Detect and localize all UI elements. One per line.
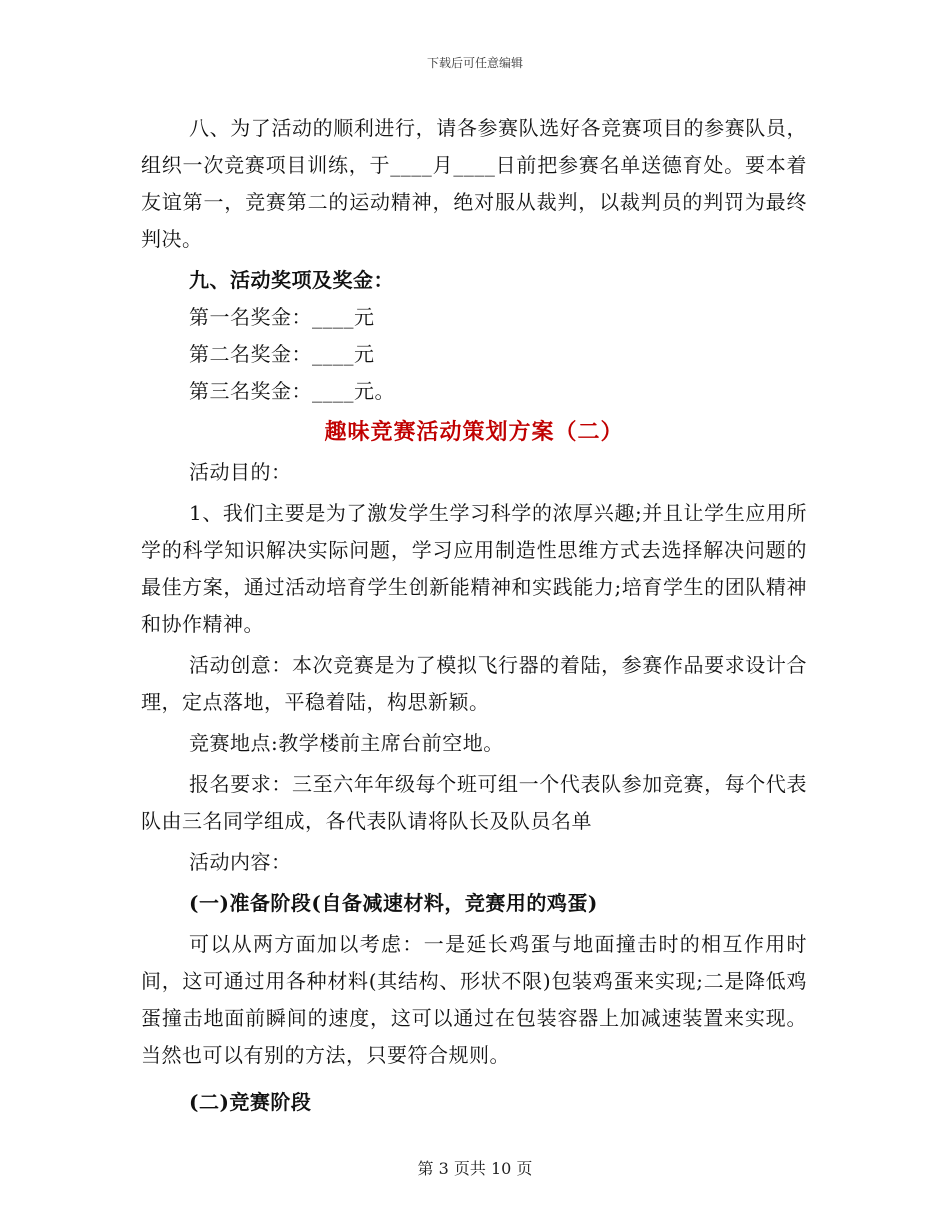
- stage-two-heading: (二)竞赛阶段: [189, 1090, 312, 1114]
- prize-first: 第一名奖金：____元: [189, 305, 375, 329]
- stage-one-text: 可以从两方面加以考虑：一是延长鸡蛋与地面撞击时的相互作用时间，这可通过用各种材料(其结构、形状不限)包装鸡蛋来实现;二是降低鸡蛋撞击地面前瞬间的速度，这可以通过在包装容器上加减速装置来实现。当然也可以有别的方法，只要符合规则。: [141, 932, 807, 1067]
- document-body: [141, 110, 807, 1121]
- prize-second: 第二名奖金：____元: [189, 342, 375, 366]
- section-title: 趣味竞赛活动策划方案（二）: [324, 419, 624, 445]
- stage-one-heading: (一)准备阶段(自备减速材料，竞赛用的鸡蛋): [189, 891, 598, 915]
- page-footer: 第 3 页共 10 页: [417, 1159, 533, 1178]
- idea-paragraph: 活动创意：本次竞赛是为了模拟飞行器的着陆，参赛作品要求设计合理，定点落地，平稳着陆，构思新颖。: [141, 653, 807, 714]
- paragraph-eight: 八、为了活动的顺利进行，请各参赛队选好各竞赛项目的参赛队员，组织一次竞赛项目训练，于____月____日前把参赛名单送德育处。要本着友谊第一，竞赛第二的运动精神，绝对服从裁判，以裁判员的判罚为最终判决。: [141, 116, 807, 251]
- prize-third: 第三名奖金：____元。: [189, 379, 395, 403]
- page-header: 下载后可任意编辑: [426, 56, 523, 70]
- goal-paragraph: 1、我们主要是为了激发学生学习科学的浓厚兴趣;并且让学生应用所学的科学知识解决实际问题，学习应用制造性思维方式去选择解决问题的最佳方案，通过活动培育学生创新能精神和实践能力;培育学生的团队精神和协作精神。: [141, 501, 807, 636]
- goal-label: 活动目的：: [189, 460, 292, 484]
- heading-nine: 九、活动奖项及奖金：: [189, 268, 394, 292]
- content-label: 活动内容：: [189, 850, 292, 874]
- venue-paragraph: 竞赛地点:教学楼前主席台前空地。: [189, 731, 504, 755]
- signup-paragraph: 报名要求：三至六年年级每个班可组一个代表队参加竞赛，每个代表队由三名同学组成，各代表队请将队长及队员名单: [141, 772, 807, 833]
